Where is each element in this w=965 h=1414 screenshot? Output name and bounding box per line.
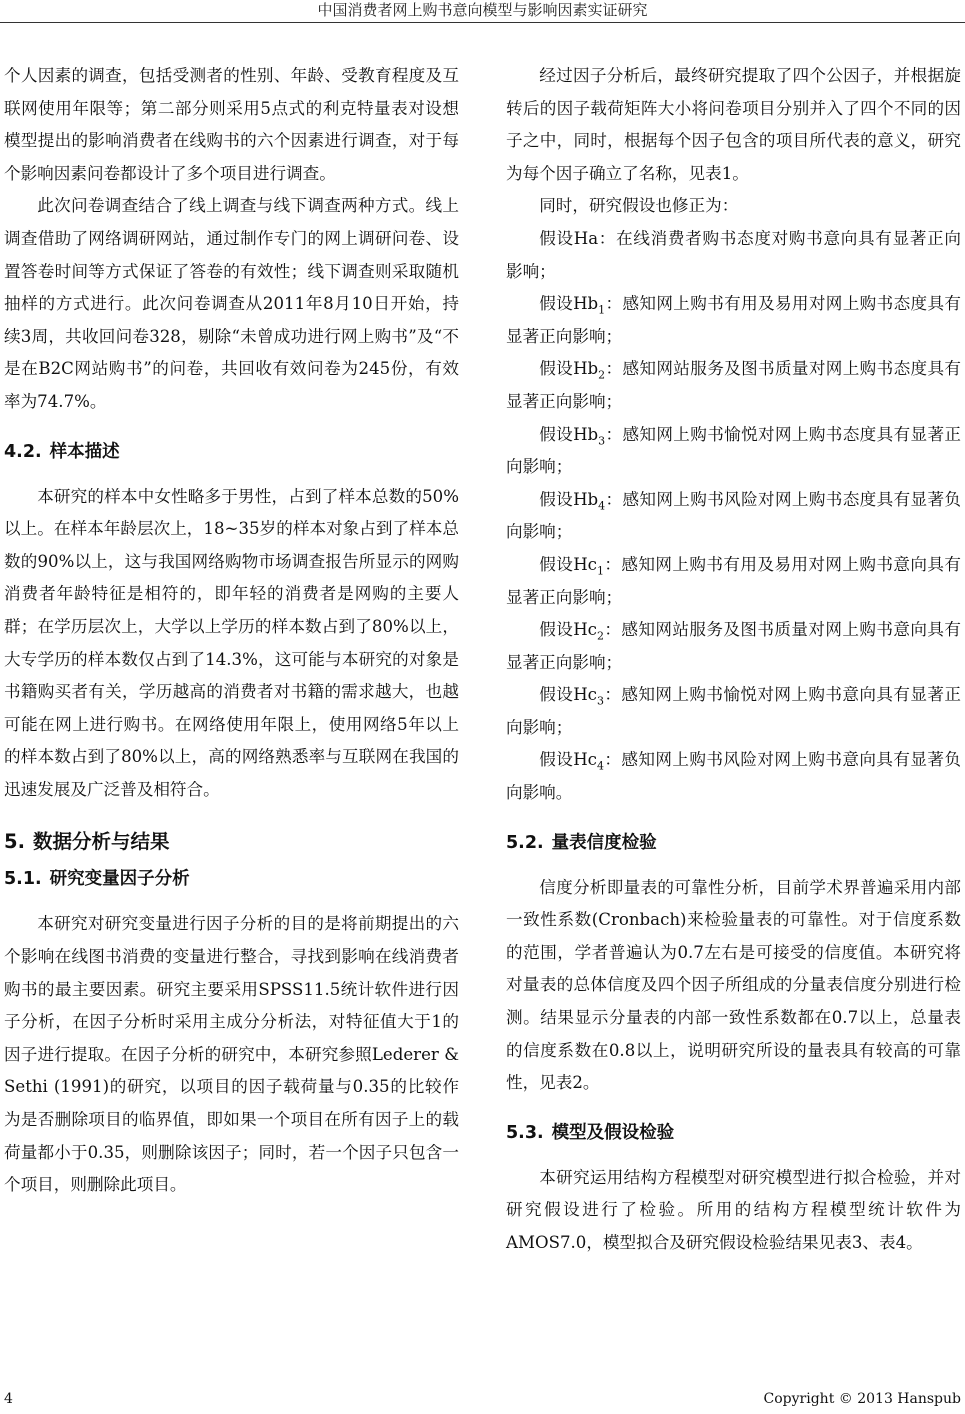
section-title: 模型及假设检验 [551, 1122, 675, 1143]
hypothesis-text: ：感知网上购书风险对网上购书意向具有显著负向影响。 [506, 750, 962, 803]
section-number: 4.2. [4, 441, 42, 462]
hypothesis-subscript: 2 [598, 368, 606, 382]
section-heading-5 [4, 830, 459, 854]
paragraph: 同时，研究假设也修正为： [539, 196, 739, 216]
section-number: 5.2. [506, 832, 544, 853]
section-title: 样本描述 [49, 441, 120, 462]
hypothesis-item [506, 549, 961, 614]
section-title: 量表信度检验 [551, 832, 657, 853]
hypothesis-subscript: 3 [598, 433, 606, 447]
hypothesis-text: ：感知网上购书风险对网上购书态度具有显著负向影响； [506, 489, 962, 542]
section-heading-5-2 [506, 832, 961, 854]
hypothesis-label: 假设Hc [539, 620, 597, 640]
hypothesis-text: ：感知网上购书有用及易用对网上购书态度具有显著正向影响； [506, 294, 962, 346]
hypothesis-item [506, 288, 961, 353]
hypothesis-text: ：感知网站服务及图书质量对网上购书态度具有显著正向影响； [506, 359, 962, 411]
hypothesis-item [506, 419, 961, 484]
hypothesis-subscript: 4 [596, 759, 604, 773]
hypothesis-subscript: 1 [598, 303, 606, 317]
hypothesis-text: ：在线消费者购书态度对购书意向具有显著正向影响； [506, 228, 962, 281]
section-heading-5-1 [4, 868, 459, 890]
hypothesis-item [506, 484, 961, 549]
hypothesis-item [506, 614, 961, 679]
paragraph: 信度分析即量表的可靠性分析，目前学术界普遍采用内部一致性系数(Cronbach)来检验量表的可靠性。对于信度系数的范围，学者普遍认为0.7左右是可接受的信度值。本研究将对量表的总体信度及四个因子所组成的分量表信度分别进行检测。结果显示分量表的内部一致性系数都在0.7以上，总量表的信度系数在0.8以上，说明研究所设的量表具有较高的可靠性，见表2。 [506, 877, 961, 1093]
section-number: 5.1. [4, 869, 42, 890]
hypothesis-subscript: 1 [596, 564, 604, 578]
hypothesis-text: ：感知网上购书愉悦对网上购书态度具有显著正向影响； [506, 424, 962, 477]
hypothesis-label: 假设Hc [539, 750, 597, 770]
hypothesis-subscript: 2 [596, 629, 604, 643]
copyright-notice: Copyright © 2013 Hanspub [763, 1391, 961, 1407]
hypothesis-label: 假设Hb [539, 294, 599, 314]
paragraph: 本研究的样本中女性略多于男性，占到了样本总数的50%以上。在样本年龄层次上，18~35岁的样本对象占到了样本总数的90%以上，这与我国网络购物市场调查报告所显示的网购消费者年龄特征是相符的，即年轻的消费者是网购的主要人群；在学历层次上，大学以上学历的样本数占到了80%以上，大专学历的样本数仅占到了14.3%，这可能与本研究的对象是书籍购买者有关，学历越高的消费者对书籍的需求越大，也越可能在网上进行购书。在网络使用年限上，使用网络5年以上的样本数占到了80%以上，高的网络熟悉率与互联网在我国的迅速发展及广泛普及相符合。 [4, 486, 459, 799]
page-number: 4 [4, 1391, 13, 1407]
hypothesis-text: ：感知网站服务及图书质量对网上购书意向具有显著正向影响； [506, 620, 962, 672]
hypothesis-label: 假设Ha [539, 228, 599, 248]
section-title: 研究变量因子分析 [49, 869, 190, 890]
hypothesis-item [506, 679, 961, 744]
left-column [4, 60, 459, 1202]
section-heading-4-2 [4, 441, 459, 463]
hypothesis-text: ：感知网上购书有用及易用对网上购书意向具有显著正向影响； [506, 554, 962, 607]
section-number: 5.3. [506, 1122, 544, 1143]
section-number: 5. [4, 830, 25, 854]
hypothesis-label: 假设Hc [539, 685, 597, 705]
running-header [0, 0, 965, 23]
paragraph: 个人因素的调查，包括受测者的性别、年龄、受教育程度及互联网使用年限等；第二部分则采用5点式的利克特量表对设想模型提出的影响消费者在线购书的六个因素进行调查，对于每个影响因素问卷都设计了多个项目进行调查。 [4, 66, 459, 183]
paragraph: 本研究对研究变量进行因子分析的目的是将前期提出的六个影响在线图书消费的变量进行整合，寻找到影响在线消费者购书的最主要因素。研究主要采用SPSS11.5统计软件进行因子分析，在因子分析时采用主成分分析法，对特征值大于1的因子进行提取。在因子分析的研究中，本研究参照Lederer & Sethi (1991)的研究，以项目的因子载荷量与0.35的比较作为是否删除项目的临界值，即如果一个项目在所有因子上的载荷量都小于0.35，则删除该因子；同时，若一个因子只包含一个项目，则删除此项目。 [4, 914, 459, 1195]
hypothesis-subscript: 4 [598, 499, 606, 513]
hypothesis-label: 假设Hb [539, 489, 599, 509]
paragraph: 经过因子分析后，最终研究提取了四个公因子，并根据旋转后的因子载荷矩阵大小将问卷项目分别并入了四个不同的因子之中，同时，根据每个因子包含的项目所代表的意义，研究为每个因子确立了名称，见表1。 [506, 66, 961, 183]
hypothesis-list [506, 223, 961, 810]
hypothesis-item [506, 353, 961, 418]
paragraph: 此次问卷调查结合了线上调查与线下调查两种方式。线上调查借助了网络调研网站，通过制作专门的网上调研问卷、设置答卷时间等方式保证了答卷的有效性；线下调查则采取随机抽样的方式进行。此次问卷调查从2011年8月10日开始，持续3周，共收回问卷328，剔除“未曾成功进行网上购书”及“不是在B2C网站购书”的问卷，共回收有效问卷为245份，有效率为74.7%。 [4, 196, 459, 411]
paragraph: 本研究运用结构方程模型对研究模型进行拟合检验，并对研究假设进行了检验。所用的结构方程模型统计软件为AMOS7.0，模型拟合及研究假设检验结果见表3、表4。 [506, 1167, 961, 1252]
running-title: 中国消费者网上购书意向模型与影响因素实证研究 [317, 1, 648, 19]
hypothesis-label: 假设Hb [539, 359, 599, 379]
section-heading-5-3 [506, 1122, 961, 1144]
hypothesis-item [506, 223, 961, 288]
hypothesis-subscript: 3 [596, 694, 604, 708]
section-title: 数据分析与结果 [32, 830, 170, 854]
right-column [506, 60, 961, 1260]
hypothesis-label: 假设Hc [539, 554, 597, 574]
hypothesis-text: ：感知网上购书愉悦对网上购书意向具有显著正向影响； [506, 685, 962, 737]
hypothesis-item [506, 744, 961, 809]
hypothesis-label: 假设Hb [539, 424, 599, 444]
